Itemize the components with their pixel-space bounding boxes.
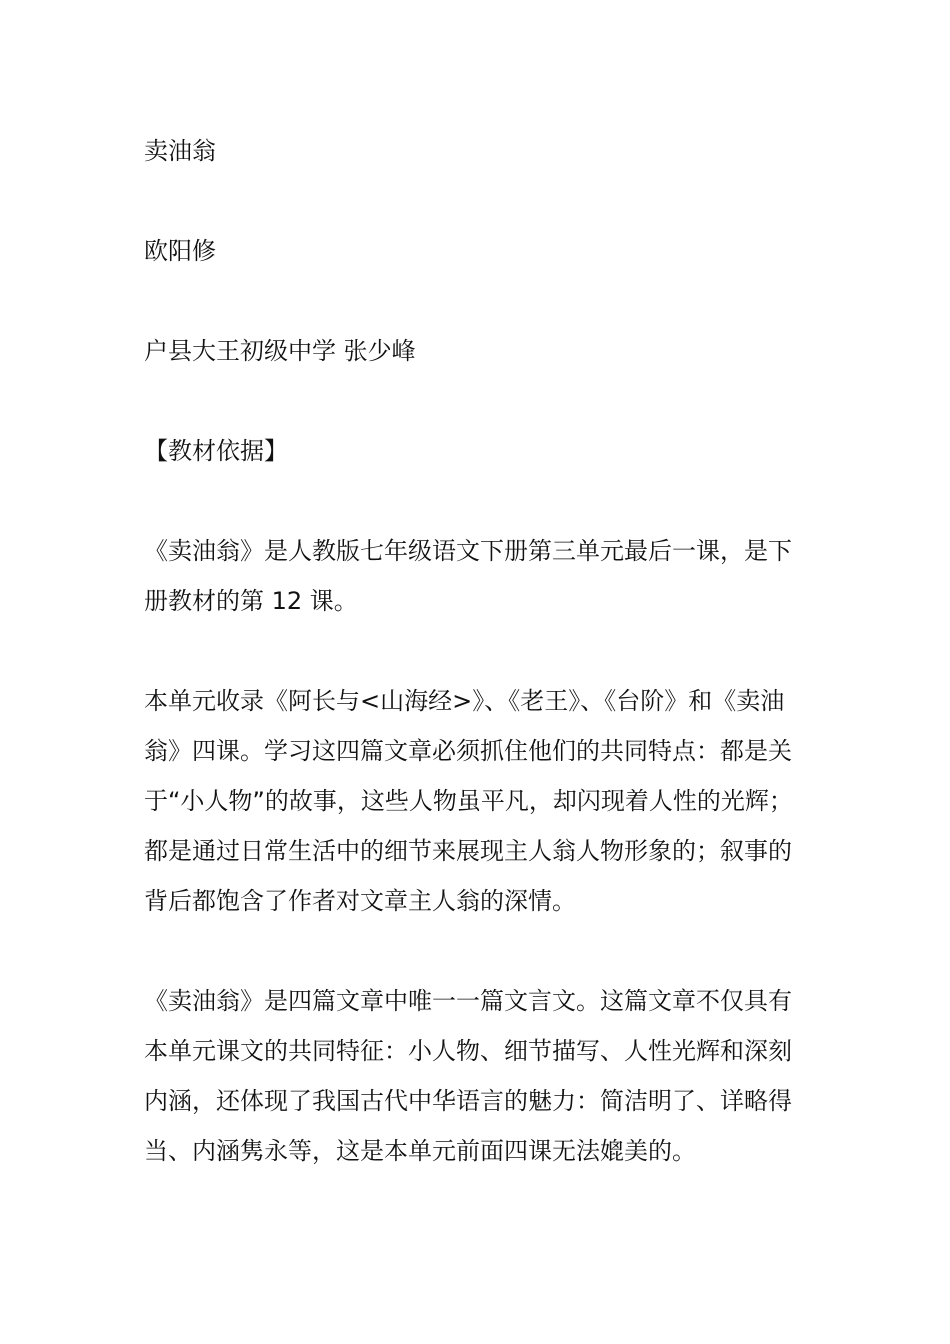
- paragraph-3: 《卖油翁》是四篇文章中唯一一篇文言文。这篇文章不仅具有本单元课文的共同特征：小人物、细节描写、人性光辉和深刻内涵，还体现了我国古代中华语言的魅力：简洁明了、详略得当、内涵隽永等，这是本单元前面四课无法媲美的。: [144, 987, 792, 1165]
- author-name: 欧阳修: [144, 237, 216, 265]
- document-title: 卖油翁: [144, 137, 216, 165]
- paragraph-1: 《卖油翁》是人教版七年级语文下册第三单元最后一课，是下册教材的第 12 课。: [144, 537, 792, 615]
- section-heading: 【教材依据】: [144, 437, 288, 465]
- school-teacher: 户县大王初级中学 张少峰: [144, 337, 416, 365]
- paragraph-2: 本单元收录《阿长与<山海经>》、《老王》、《台阶》和《卖油翁》四课。学习这四篇文章必须抓住他们的共同特点：都是关于“小人物”的故事，这些人物虽平凡，却闪现着人性的光辉；都是通过日常生活中的细节来展现主人翁人物形象的；叙事的背后都饱含了作者对文章主人翁的深情。: [144, 687, 793, 915]
